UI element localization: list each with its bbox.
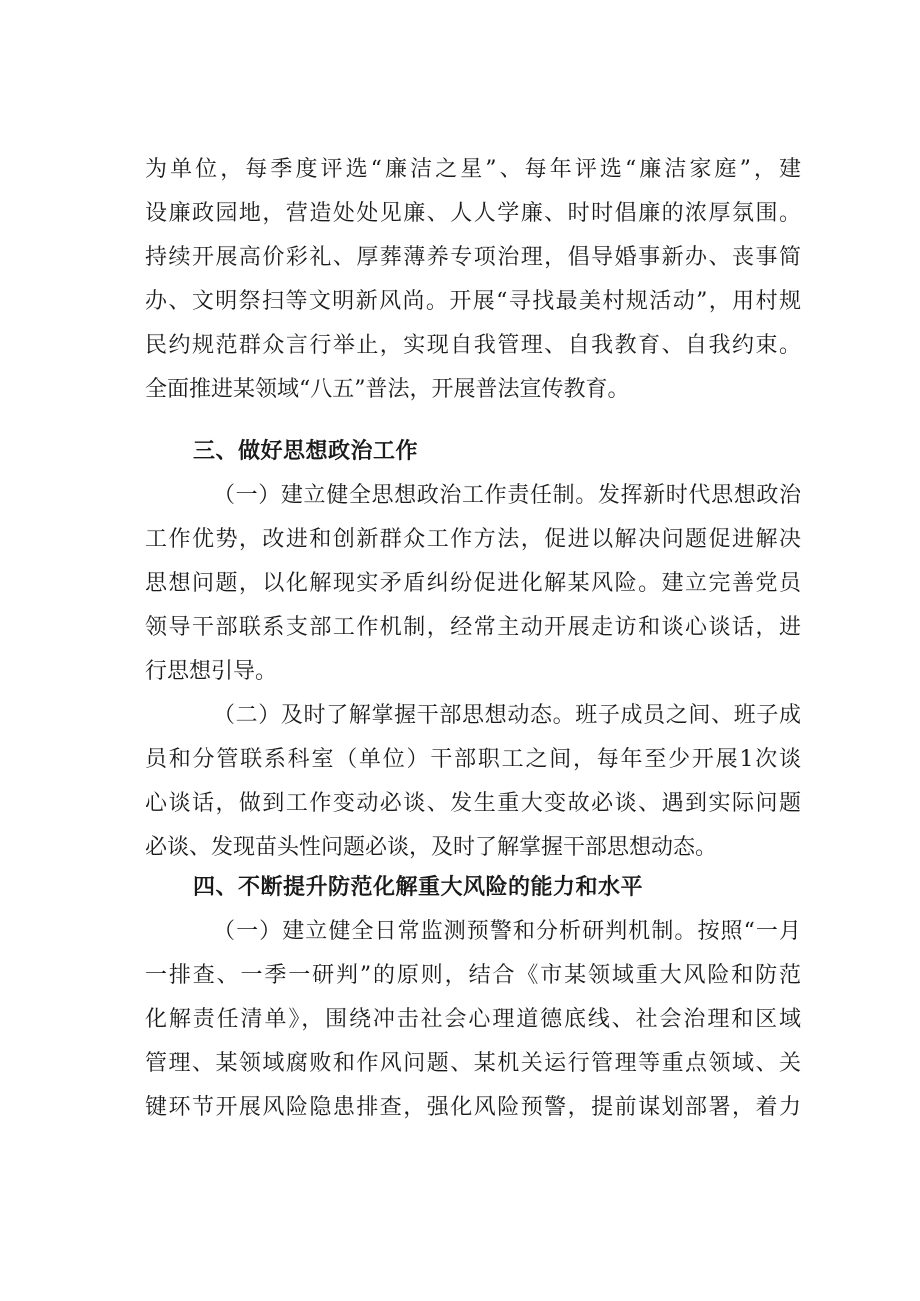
text-line: 思想问题，以化解现实矛盾纠纷促进化解某风险。建立完善党员: [145, 571, 801, 596]
text-line: 员和分管联系科室（单位）干部职工之间，每年至少开展1次谈: [145, 747, 801, 772]
text-line: 为单位，每季度评选“廉洁之星”、每年评选“廉洁家庭”，建: [145, 157, 801, 182]
text-line: 全面推进某领域“八五”普法，开展普法宣传教育。: [145, 377, 630, 402]
text-line: 化解责任清单》，围绕冲击社会心理道德底线、社会治理和区域: [145, 1007, 801, 1032]
text-line: 工作优势，改进和创新群众工作方法，促进以解决问题促进解决: [145, 527, 801, 552]
text-line: 键环节开展风险隐患排查，强化风险预警，提前谋划部署，着力: [145, 1095, 801, 1120]
text-line: 一排查、一季一研判”的原则，结合《市某领域重大风险和防范: [145, 963, 801, 988]
text-line: 民约规范群众言行举止，实现自我管理、自我教育、自我约束。: [145, 333, 801, 358]
text-line: 管理、某领域腐败和作风问题、某机关运行管理等重点领域、关: [145, 1051, 801, 1076]
section-heading: 三、做好思想政治工作: [193, 439, 419, 464]
text-line: （一）建立健全日常监测预警和分析研判机制。按照“一月: [213, 919, 801, 944]
text-line: 行思想引导。: [145, 659, 278, 684]
text-line: （二）及时了解掌握干部思想动态。班子成员之间、班子成: [213, 703, 801, 728]
text-line: 领导干部联系支部工作机制，经常主动开展走访和谈心谈话，进: [145, 615, 801, 640]
text-line: 心谈话，做到工作变动必谈、发生重大变故必谈、遇到实际问题: [145, 791, 801, 816]
text-line: 必谈、发现苗头性问题必谈，及时了解掌握干部思想动态。: [145, 835, 718, 860]
text-line: 办、文明祭扫等文明新风尚。开展“寻找最美村规活动”，用村规: [145, 289, 801, 314]
text-line: 设廉政园地，营造处处见廉、人人学廉、时时倡廉的浓厚氛围。: [145, 201, 801, 226]
text-line: 持续开展高价彩礼、厚葬薄养专项治理，倡导婚事新办、丧事简: [145, 245, 801, 270]
section-heading: 四、不断提升防范化解重大风险的能力和水平: [193, 875, 644, 900]
text-line: （一）建立健全思想政治工作责任制。发挥新时代思想政治: [213, 483, 801, 508]
